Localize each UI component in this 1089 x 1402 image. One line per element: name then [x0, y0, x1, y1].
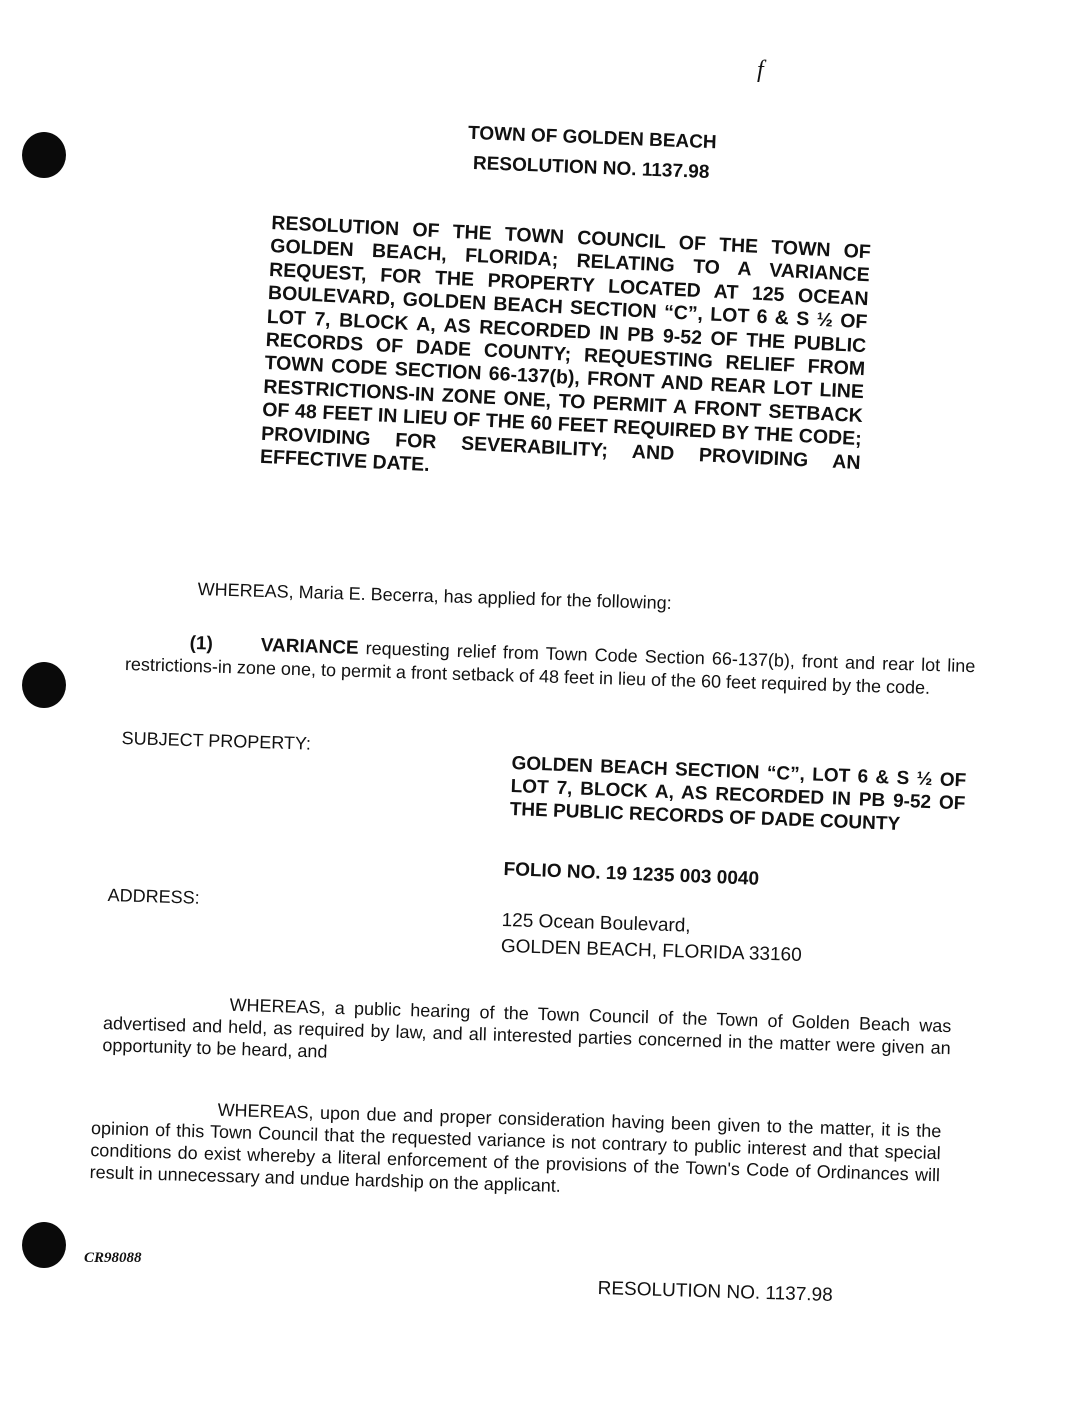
hole-punch [22, 132, 66, 178]
address-line-1: 125 Ocean Boulevard, [501, 909, 691, 937]
title-line-1: TOWN OF GOLDEN BEACH [467, 122, 718, 154]
variance-item [125, 630, 976, 700]
address-line-2: GOLDEN BEACH, FLORIDA 33160 [500, 935, 802, 966]
title-line-2: RESOLUTION NO. 1137.98 [472, 153, 710, 184]
corner-mark: f [757, 57, 764, 83]
item-text: requesting relief from Town Code Section 66-137(b), front and rear lot line restrictions-in zone one, to permit a front setback of 48 feet in lieu of the 60 feet required by the code. [124, 637, 976, 698]
whereas-applicant: WHEREAS, Maria E. Becerra, has applied for the following: [197, 578, 672, 614]
subject-property-value: GOLDEN BEACH SECTION “C”, LOT 6 & S ½ OF LOT 7, BLOCK A, AS RECORDED IN PB 9-52 OF THE PUBLIC RECORDS OF DADE COUNTY [509, 752, 967, 835]
subject-property-label: SUBJECT PROPERTY: [121, 727, 312, 754]
folio-number: FOLIO NO. 19 1235 003 0040 [503, 858, 760, 890]
item-keyword: VARIANCE [260, 635, 359, 659]
hole-punch [22, 1222, 66, 1268]
address-label: ADDRESS: [107, 884, 200, 908]
address-value [500, 908, 802, 969]
resolution-heading: RESOLUTION OF THE TOWN COUNCIL OF THE TOWN OF GOLDEN BEACH, FLORIDA; RELATING TO A VARIANCE REQUEST, FOR THE PROPERTY LOCATED AT 125 OCEAN BOULEVARD, GOLDEN BEACH SECTION “C”, LOT 6 & S ½ OF LOT 7, BLOCK A, AS RECORDED IN PB 9-52 OF THE PUBLIC RECORDS OF DADE COUNTY; REQUESTING RELIEF FROM TOWN CODE SECTION 66-137(b), FRONT AND REAR LOT LINE RESTRICTIONS-IN ZONE ONE, TO PERMIT A FRONT SETBACK OF 48 FEET IN LIEU OF THE 60 FEET REQUIRED BY THE CODE; PROVIDING FOR SEVERABILITY; AND PROVIDING AN EFFECTIVE DATE. [259, 212, 872, 477]
whereas-hearing [102, 990, 952, 1081]
document-code: CR98088 [84, 1250, 142, 1266]
document-title [446, 118, 738, 189]
whereas-consideration-text: WHEREAS, upon due and proper consideration having been given to the matter, it is the opinion of this Town Council that the requested variance is not contrary to public interest and that special conditions do exist whereby a literal enforcement of the provisions of the Town's Code of Ordinances will result in unnecessary and undue hardship on the applicant. [89, 1099, 942, 1196]
hole-punch [22, 662, 66, 708]
footer-resolution-number: RESOLUTION NO. 1137.98 [597, 1278, 834, 1306]
item-number: (1) [189, 632, 214, 655]
whereas-consideration [89, 1095, 941, 1208]
whereas-hearing-text: WHEREAS, a public hearing of the Town Council of the Town of Golden Beach was advertised and held, as required by law, and all interested parties concerned in the matter were given an opportunity to be heard, and [102, 994, 952, 1062]
